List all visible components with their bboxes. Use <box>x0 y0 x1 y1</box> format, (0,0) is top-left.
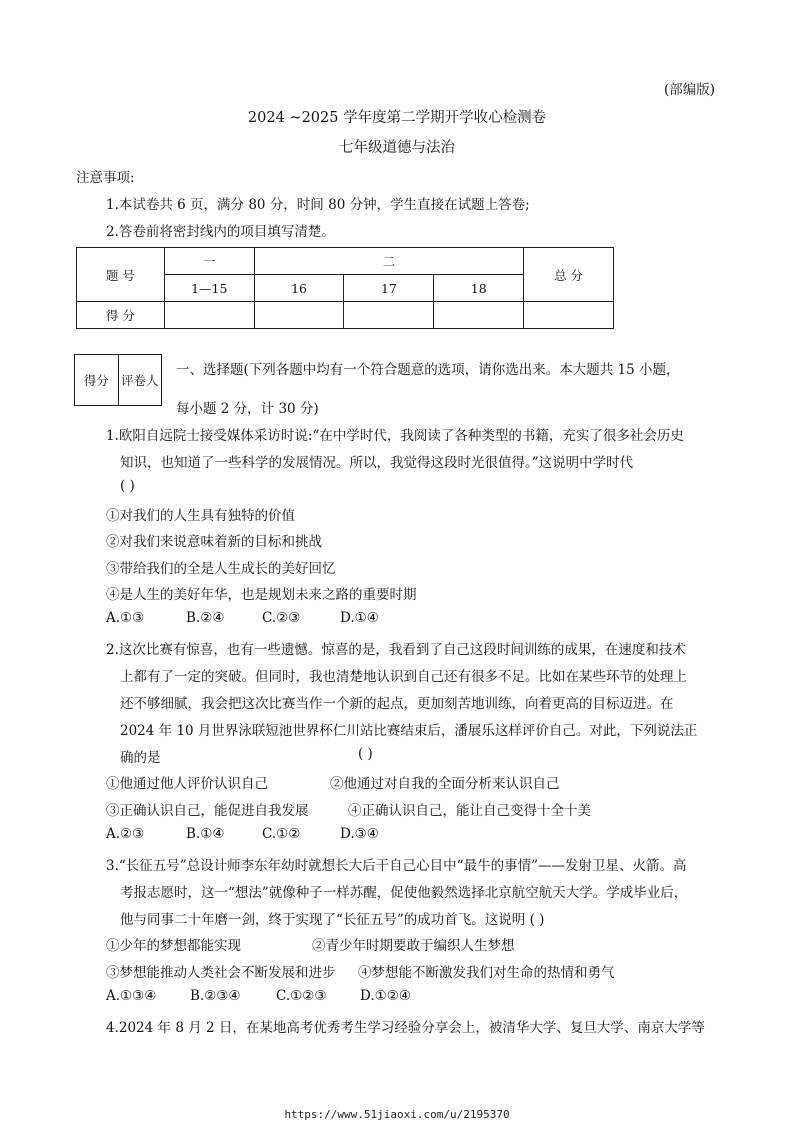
part1-header: 一 <box>164 248 254 275</box>
q3-line-3: 他与同事二十年磨一剑，终于实现了“长征五号”的成功首飞。这说明 ( ) <box>120 912 545 928</box>
q3-option-2: ②青少年时期要敢于编织人生梦想 <box>312 938 515 954</box>
score-cell-17 <box>344 302 434 329</box>
q3-choice-d: D.①②④ <box>360 988 411 1004</box>
q3-line-1: 3.“长征五号”总设计师李东年幼时就想长大后干自己心目中“最牛的事情”——发射卫星、火箭。高 <box>106 858 687 874</box>
q3-choice-a: A.①③④ <box>106 988 157 1004</box>
range-17: 17 <box>344 275 434 302</box>
q1-line-2: 知识，也知道了一些科学的发展情况。所以，我觉得这段时光很值得。”这说明中学时代 <box>120 455 634 471</box>
q3-option-1: ①少年的梦想都能实现 <box>106 938 241 954</box>
q2-answer-bracket: ( ) <box>358 746 373 762</box>
q3-choice-b: B.②③④ <box>190 988 241 1004</box>
grader-name-label: 评卷人 <box>118 355 162 406</box>
total-header: 总 分 <box>524 248 614 302</box>
q1-option-2: ②对我们来说意味着新的目标和挑战 <box>106 534 322 550</box>
q1-option-4: ④是人生的美好年华，也是规划未来之路的重要时期 <box>106 587 417 603</box>
exam-title: 2024 ~2025 学年度第二学期开学收心检测卷 <box>247 110 547 126</box>
range-18: 18 <box>434 275 524 302</box>
range-16: 16 <box>254 275 344 302</box>
q2-option-3: ③正确认识自己，能促进自我发展 <box>106 803 309 819</box>
q2-choice-a: A.②③ <box>106 826 145 842</box>
q2-choice-c: C.①② <box>262 826 301 842</box>
footer-url[interactable]: https://www.51jiaoxi.com/u/2195370 <box>284 1108 510 1121</box>
range-1-15: 1—15 <box>164 275 254 302</box>
question-number-label: 题 号 <box>77 248 165 302</box>
notice-item-2: 2.答卷前将密封线内的项目填写清楚。 <box>106 224 335 240</box>
section1-heading: 一、选择题(下列各题中均有一个符合题意的选项，请你选出来。本大题共 15 小题， <box>176 362 680 378</box>
q3-choice-c: C.①②③ <box>276 988 327 1004</box>
q2-line-4: 2024 年 10 月世界泳联短池世界杯仁川站比赛结束后，潘展乐这样评价自己。对此，下列说法正 <box>120 723 698 739</box>
grader-box <box>74 354 162 406</box>
section1-heading-cont: 每小题 2 分，计 30 分) <box>176 401 319 417</box>
q3-line-2: 考报志愿时，这一“想法”就像种子一样苏醒，促使他毅然选择北京航空航天大学。学成毕业后， <box>120 885 688 901</box>
q2-option-1: ①他通过他人评价认识自己 <box>106 776 268 792</box>
q3-option-4: ④梦想能不断激发我们对生命的热情和勇气 <box>358 965 615 981</box>
q1-choice-c: C.②③ <box>262 610 301 626</box>
score-cell-total <box>524 302 614 329</box>
q1-choice-d: D.①④ <box>340 610 379 626</box>
score-row-label: 得 分 <box>77 302 165 329</box>
q4-line-1: 4.2024 年 8 月 2 日，在某地高考优秀考生学习经验分享会上，被清华大学、复旦大学、南京大学等 <box>106 1020 705 1036</box>
q2-line-5: 确的是 <box>120 750 161 766</box>
score-table <box>76 247 614 329</box>
q2-line-2: 上都有了一定的突破。但同时，我也清楚地认识到自己还有很多不足。比如在某些环节的处理上 <box>120 669 687 685</box>
q1-choice-a: A.①③ <box>106 610 145 626</box>
part2-header: 二 <box>254 248 523 275</box>
q2-line-1: 2.这次比赛有惊喜，也有一些遗憾。惊喜的是，我看到了自己这段时间训练的成果，在速度和技术 <box>106 642 686 658</box>
notice-heading: 注意事项: <box>76 170 135 186</box>
q3-option-3: ③梦想能推动人类社会不断发展和进步 <box>106 965 336 981</box>
score-cell-16 <box>254 302 344 329</box>
q1-option-1: ①对我们的人生具有独特的价值 <box>106 508 295 524</box>
q1-choice-b: B.②④ <box>186 610 225 626</box>
q2-option-4: ④正确认识自己，能让自己变得十全十美 <box>348 803 591 819</box>
q2-choice-d: D.③④ <box>340 826 379 842</box>
score-cell-18 <box>434 302 524 329</box>
grader-score-label: 得分 <box>75 355 119 406</box>
q1-line-3: ( ) <box>120 478 135 494</box>
notice-item-1: 1.本试卷共 6 页，满分 80 分，时间 80 分钟，学生直接在试题上答卷; <box>106 197 530 213</box>
exam-subject: 七年级道德与法治 <box>339 140 455 156</box>
q2-choice-b: B.①④ <box>186 826 225 842</box>
edition-label: (部编版) <box>664 82 716 98</box>
q1-line-1: 1.欧阳自远院士接受媒体采访时说:“在中学时代，我阅读了各种类型的书籍，充实了很多社会历史 <box>106 428 684 444</box>
q2-option-2: ②他通过对自我的全面分析来认识自己 <box>330 776 560 792</box>
q2-line-3: 还不够细腻，我会把这次比赛当作一个新的起点，更加刻苦地训练，向着更高的目标迈进。在 <box>120 696 674 712</box>
q1-option-3: ③带给我们的全是人生成长的美好回忆 <box>106 561 336 577</box>
score-cell-1 <box>164 302 254 329</box>
